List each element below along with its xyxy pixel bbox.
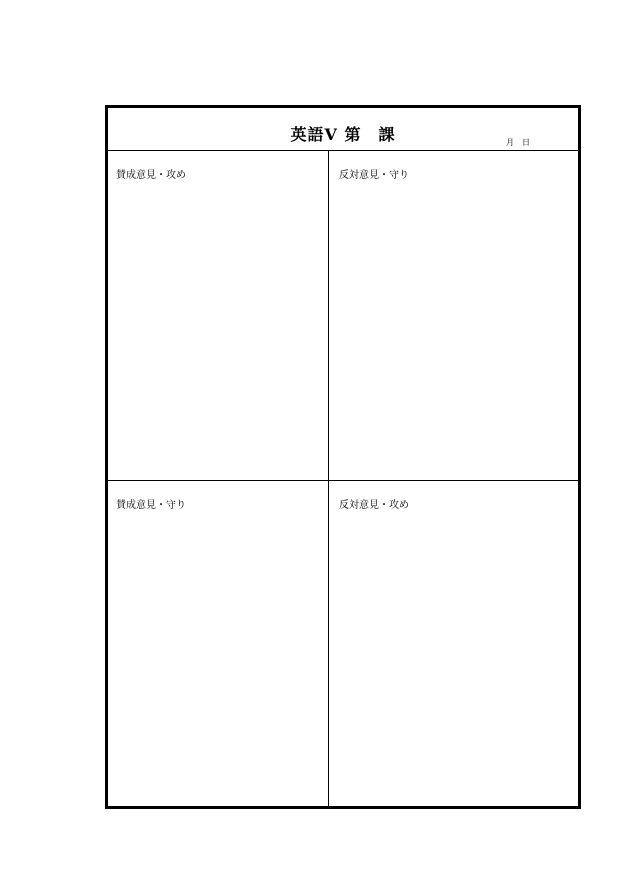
con-attack-label: 反対意見・攻め — [339, 500, 409, 511]
vertical-divider — [328, 151, 329, 806]
horizontal-divider — [108, 480, 578, 481]
pro-attack-label: 賛成意見・攻め — [116, 170, 186, 181]
worksheet-header — [108, 108, 578, 151]
pro-attack-writing-area[interactable] — [108, 151, 328, 480]
con-attack-writing-area[interactable] — [329, 481, 578, 806]
date-label: 月 日 — [506, 138, 530, 147]
pro-defend-writing-area[interactable] — [108, 481, 328, 806]
debate-grid — [108, 151, 578, 806]
worksheet-frame — [105, 105, 581, 809]
con-defend-label: 反対意見・守り — [339, 170, 409, 181]
con-defend-writing-area[interactable] — [329, 151, 578, 480]
page-title: 英語Ⅴ 第 課 — [290, 125, 396, 144]
pro-defend-label: 賛成意見・守り — [116, 500, 186, 511]
